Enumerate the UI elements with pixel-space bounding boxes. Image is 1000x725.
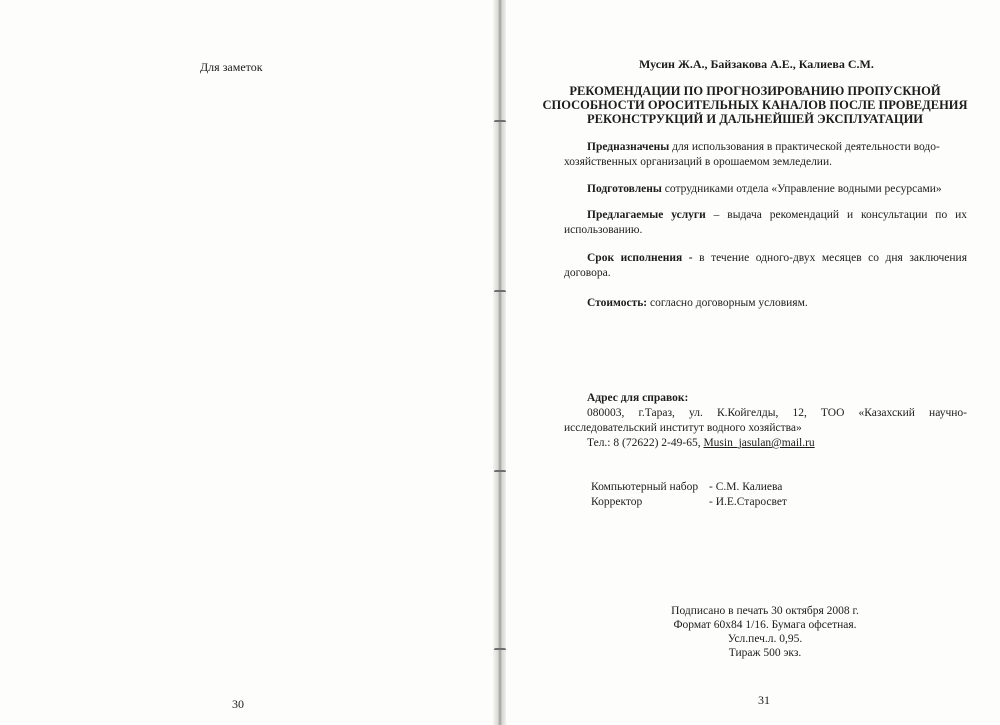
imprint-line: Формат 60х84 1/16. Бумага офсетная. <box>673 619 857 631</box>
left-page-number: 30 <box>232 697 244 711</box>
binding-stitch <box>494 290 506 298</box>
services-text: – выдача рекомендаций и консультации по их использованию. <box>564 209 968 236</box>
left-page <box>0 0 496 725</box>
purpose-text-1: для использования в практической деятельности водо- <box>669 141 940 153</box>
binding-stitch <box>494 470 506 478</box>
credit-person: - И.Е.Старосвет <box>709 496 787 508</box>
address-heading: Адрес для справок: <box>587 392 689 404</box>
purpose-paragraph <box>564 140 967 155</box>
credit-row <box>591 480 787 495</box>
email-link[interactable]: Musin_jasulan@mail.ru <box>703 437 815 449</box>
binding-stitch <box>494 120 506 128</box>
credit-role: Корректор <box>591 496 643 508</box>
cost-label: Стоимость: <box>587 297 648 309</box>
term-label: Срок исполнения - <box>587 252 693 264</box>
prepared-text: сотрудниками отдела «Управление водными ресурсами» <box>661 183 942 195</box>
right-page-number: 31 <box>758 693 770 707</box>
binding-stitch <box>494 648 506 656</box>
imprint-block <box>640 604 890 660</box>
term-paragraph <box>564 251 967 281</box>
credit-person: - С.М. Калиева <box>709 481 783 493</box>
address-text: 080003, г.Тараз, ул. К.Койгелды, 12, ТОО «Казахский научно-исследовательский институт водного хозяйства» <box>564 407 967 434</box>
purpose-text-2: хозяйственных организаций в орошаемом земледелии. <box>564 156 832 168</box>
cost-text: согласно договорным условиям. <box>647 297 808 309</box>
credit-row <box>591 495 787 510</box>
imprint-line: Подписано в печать 30 октября 2008 г. <box>671 605 859 617</box>
book-spine <box>493 0 507 725</box>
prepared-paragraph <box>587 182 972 197</box>
imprint-line: Тираж 500 экз. <box>728 647 802 659</box>
imprint-line: Усл.печ.л. 0,95. <box>727 633 803 645</box>
phone-number: Тел.: 8 (72622) 2-49-65, <box>587 437 704 449</box>
prepared-label: Подготовлены <box>587 183 662 195</box>
services-label: Предлагаемые услуги <box>587 209 706 221</box>
term-text: в течение одного-двух месяцев со дня заключения договора. <box>564 252 967 279</box>
purpose-label: Предназначены <box>587 141 670 153</box>
credit-role: Компьютерный набор <box>591 481 699 493</box>
services-paragraph <box>564 208 967 238</box>
credits-block <box>591 480 787 510</box>
authors: Мусин Ж.А., Байзакова А.Е., Калиева С.М. <box>639 57 874 71</box>
purpose-paragraph-continued <box>564 155 967 170</box>
contact-line <box>587 436 815 451</box>
cost-paragraph <box>587 296 808 311</box>
notes-heading: Для заметок <box>200 60 263 74</box>
document-title: РЕКОМЕНДАЦИИ ПО ПРОГНОЗИРОВАНИЮ ПРОПУСКНОЙ СПОСОБНОСТИ ОРОСИТЕЛЬНЫХ КАНАЛОВ ПОСЛЕ ПРОВЕДЕНИЯ РЕКОНСТРУКЦИЙ И ДАЛЬНЕЙШЕЙ ЭКСПЛУАТАЦИИ <box>542 84 968 126</box>
